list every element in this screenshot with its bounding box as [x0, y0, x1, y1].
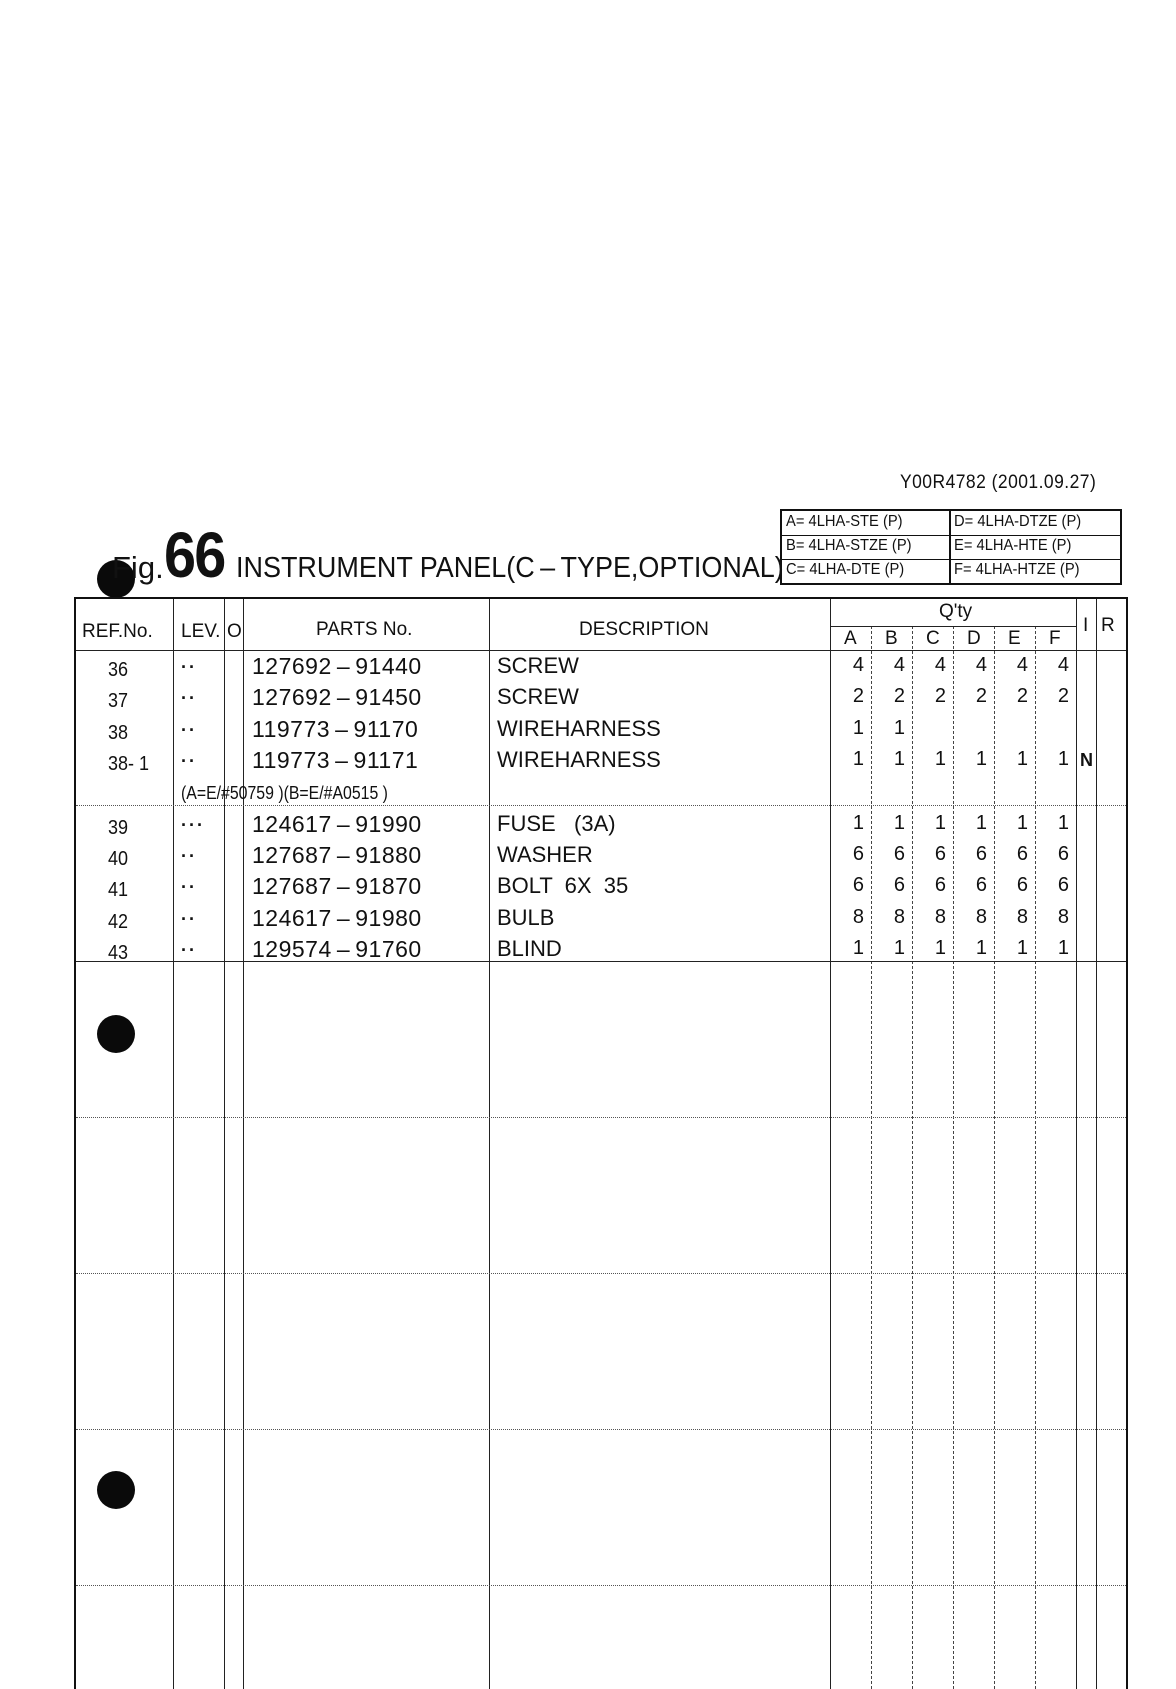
description: WIREHARNESS	[497, 716, 661, 741]
qty-c: 1	[934, 748, 946, 770]
ref-no: 36	[108, 659, 129, 681]
part-number: 124617 – 91990	[252, 811, 422, 837]
qty-e: 4	[1016, 654, 1028, 676]
level: ··	[181, 720, 197, 740]
level: ··	[181, 940, 197, 960]
header-qty-c: C	[926, 628, 940, 649]
qty-b: 1	[893, 748, 905, 770]
qty-e: 1	[1016, 937, 1028, 959]
level: ··	[181, 657, 197, 677]
qty-d: 1	[975, 748, 987, 770]
ref-no: 42	[108, 911, 129, 933]
header-i: I	[1083, 615, 1089, 636]
description: WASHER	[497, 842, 593, 867]
qty-f: 1	[1057, 812, 1069, 834]
header-qty-d: D	[967, 628, 981, 649]
legend-item-c: C= 4LHA-DTE (P)	[786, 561, 905, 578]
level: ··	[181, 877, 197, 897]
qty-d: 4	[975, 654, 987, 676]
part-number: 127692 – 91450	[252, 684, 422, 710]
document-id: Y00R4782 (2001.09.27)	[900, 472, 1097, 493]
header-r: R	[1101, 615, 1115, 636]
interchangeability-flag: N	[1080, 750, 1093, 770]
qty-a: 1	[852, 717, 864, 739]
level: ··	[181, 909, 197, 929]
qty-a: 2	[852, 685, 864, 707]
qty-b: 1	[893, 812, 905, 834]
legend-item-d: D= 4LHA-DTZE (P)	[954, 513, 1082, 530]
description: BULB	[497, 905, 555, 930]
qty-b: 6	[893, 843, 905, 865]
header-qty-e: E	[1008, 628, 1021, 649]
ref-no: 40	[108, 848, 129, 870]
qty-e: 6	[1016, 843, 1028, 865]
qty-a: 6	[852, 874, 864, 896]
part-number: 127687 – 91870	[252, 873, 422, 899]
qty-e: 8	[1016, 906, 1028, 928]
qty-e: 1	[1016, 812, 1028, 834]
qty-a: 6	[852, 843, 864, 865]
qty-d: 2	[975, 685, 987, 707]
header-qty-f: F	[1049, 628, 1061, 649]
part-number: 127687 – 91880	[252, 842, 422, 868]
qty-b: 6	[893, 874, 905, 896]
qty-f: 4	[1057, 654, 1069, 676]
header-description: DESCRIPTION	[579, 619, 709, 640]
part-number: 119773 – 91170	[252, 716, 419, 742]
qty-c: 6	[934, 843, 946, 865]
ref-no: 38	[108, 722, 129, 744]
header-o: O	[227, 621, 242, 642]
legend-item-b: B= 4LHA-STZE (P)	[786, 537, 912, 554]
description: BLIND	[497, 936, 562, 961]
qty-d: 8	[975, 906, 987, 928]
legend-item-f: F= 4LHA-HTZE (P)	[954, 561, 1080, 578]
qty-d: 1	[975, 812, 987, 834]
ref-no: 37	[108, 690, 129, 712]
header-qty: Q'ty	[939, 601, 973, 622]
qty-a: 4	[852, 654, 864, 676]
model-legend	[780, 509, 1122, 585]
qty-a: 1	[852, 748, 864, 770]
level: ··	[181, 688, 197, 708]
ref-no: 41	[108, 879, 129, 901]
qty-f: 8	[1057, 906, 1069, 928]
level: ··	[181, 751, 197, 771]
qty-e: 2	[1016, 685, 1028, 707]
description: FUSE (3A)	[497, 811, 616, 836]
qty-d: 6	[975, 843, 987, 865]
qty-c: 8	[934, 906, 946, 928]
ref-no: 39	[108, 817, 129, 839]
part-number: 129574 – 91760	[252, 936, 422, 962]
description: SCREW	[497, 653, 579, 678]
qty-f: 1	[1057, 748, 1069, 770]
description: WIREHARNESS	[497, 747, 661, 772]
header-lev: LEV.	[181, 621, 221, 642]
level: ··	[181, 846, 197, 866]
qty-f: 1	[1057, 937, 1069, 959]
qty-c: 1	[934, 937, 946, 959]
qty-f: 6	[1057, 843, 1069, 865]
header-qty-a: A	[844, 628, 857, 649]
ref-no: 43	[108, 942, 129, 964]
header-ref-no: REF.No.	[82, 621, 153, 642]
description: BOLT 6X 35	[497, 873, 629, 898]
qty-b: 1	[893, 717, 905, 739]
qty-f: 6	[1057, 874, 1069, 896]
qty-b: 4	[893, 654, 905, 676]
legend-item-a: A= 4LHA-STE (P)	[786, 513, 903, 530]
qty-b: 8	[893, 906, 905, 928]
qty-c: 4	[934, 654, 946, 676]
part-number: 127692 – 91440	[252, 653, 422, 679]
part-number: 124617 – 91980	[252, 905, 422, 931]
qty-a: 1	[852, 937, 864, 959]
qty-a: 1	[852, 812, 864, 834]
description: SCREW	[497, 684, 579, 709]
figure-prefix: Fig.	[112, 550, 164, 585]
qty-b: 1	[893, 937, 905, 959]
qty-f: 2	[1057, 685, 1069, 707]
qty-c: 1	[934, 812, 946, 834]
header-parts-no: PARTS No.	[316, 619, 413, 640]
qty-d: 1	[975, 937, 987, 959]
parts-table	[74, 597, 1128, 1689]
ref-no: 38- 1	[108, 753, 150, 775]
qty-d: 6	[975, 874, 987, 896]
part-number: 119773 – 91171	[252, 747, 419, 773]
qty-c: 2	[934, 685, 946, 707]
qty-c: 6	[934, 874, 946, 896]
legend-item-e: E= 4LHA-HTE (P)	[954, 537, 1072, 554]
figure-title: INSTRUMENT PANEL(C – TYPE,OPTIONAL)	[236, 552, 784, 584]
qty-e: 6	[1016, 874, 1028, 896]
serial-note: (A=E/#50759 )(B=E/#A0515 )	[181, 783, 388, 803]
figure-number: 66	[164, 519, 225, 591]
qty-a: 8	[852, 906, 864, 928]
qty-b: 2	[893, 685, 905, 707]
level: ···	[181, 815, 205, 835]
qty-e: 1	[1016, 748, 1028, 770]
header-qty-b: B	[885, 628, 898, 649]
